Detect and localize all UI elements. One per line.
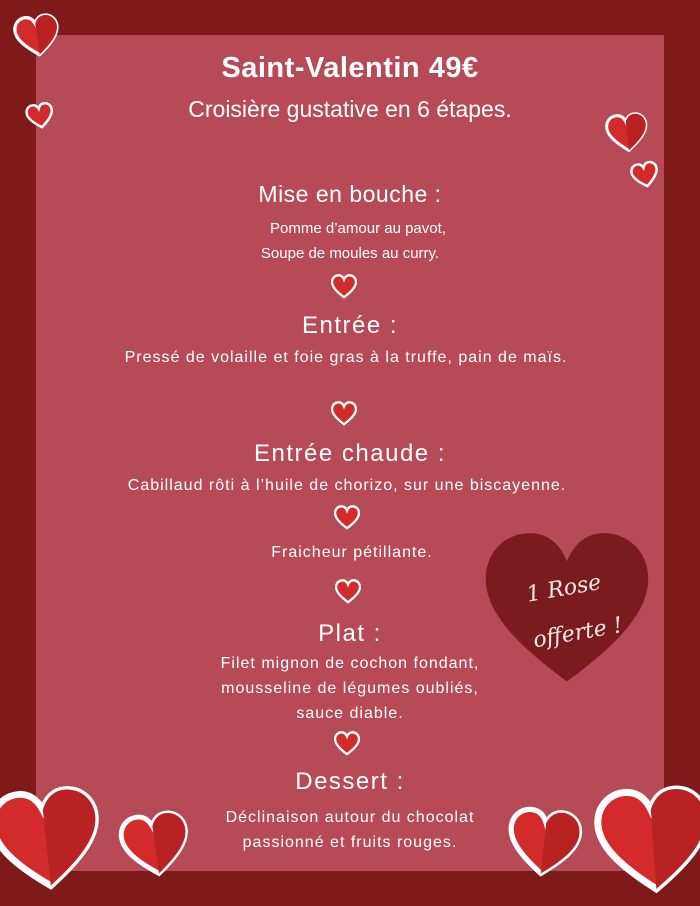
promo-line-1: 1 Rose (524, 570, 604, 608)
heart-icon (335, 579, 361, 604)
menu-subtitle: Croisière gustative en 6 étapes. (188, 96, 512, 122)
dish-line: mousseline de légumes oubliés, (221, 680, 479, 697)
dish-line: Déclinaison autour du chocolat (225, 809, 475, 826)
promo-line-2: offerte ! (531, 612, 625, 654)
heart-icon (331, 274, 357, 299)
dish-line: Filet mignon de cochon fondant, (220, 655, 480, 672)
heart-icon (334, 505, 360, 530)
dish-line: Fraicheur pétillante. (271, 544, 433, 561)
dish-line: passionné et fruits rouges. (242, 834, 458, 851)
section-heading: Plat : (318, 620, 382, 647)
heart-icon (331, 401, 357, 426)
dish-line: Pomme d’amour au pavot, (270, 220, 446, 237)
dish-line: Pressé de volaille et foie gras à la truffe, pain de maïs. (124, 349, 568, 366)
section-heading: Mise en bouche : (258, 181, 442, 207)
section-heading: Entrée chaude : (254, 440, 446, 467)
menu-title: Saint-Valentin 49€ (221, 52, 479, 84)
dish-line: Cabillaud rôti à l’huile de chorizo, sur une biscayenne. (127, 477, 567, 494)
dish-line: Soupe de moules au curry. (260, 245, 440, 262)
section-heading: Dessert : (295, 768, 405, 795)
section-heading: Entrée : (301, 312, 399, 339)
heart-icon (334, 731, 360, 756)
dish-line: sauce diable. (296, 705, 404, 722)
